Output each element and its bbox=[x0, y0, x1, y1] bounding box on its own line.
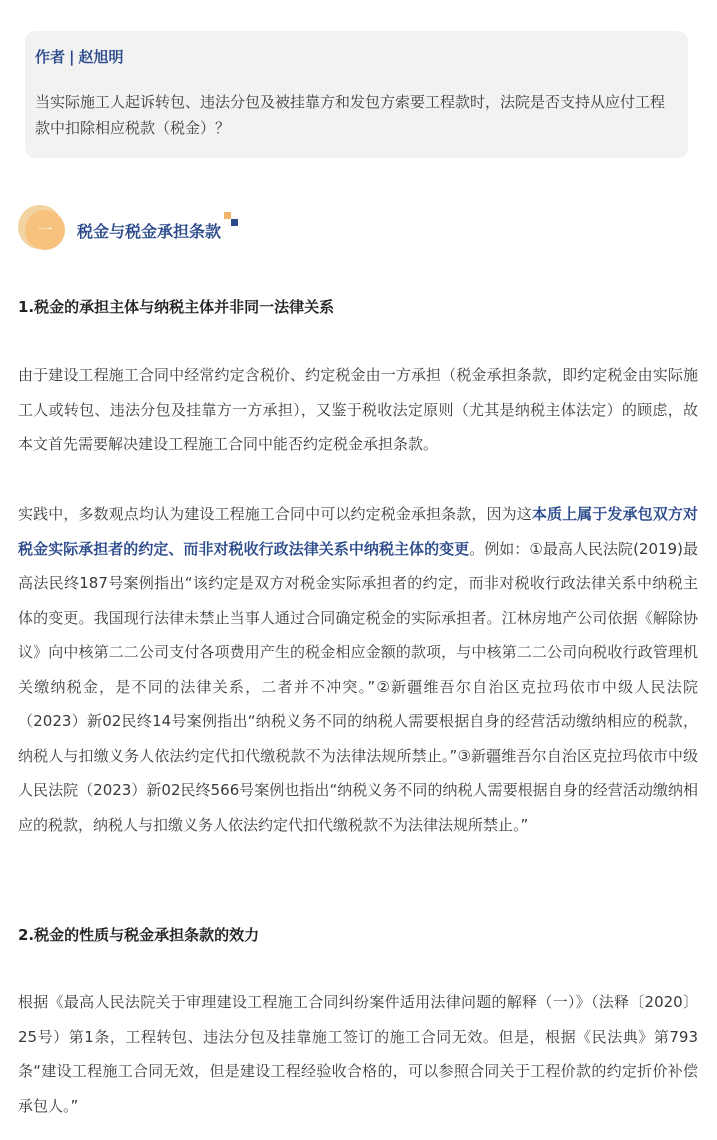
paragraph-2-lead: 实践中，多数观点均认为建设工程施工合同中可以约定税金承担条款，因为这 bbox=[18, 505, 532, 523]
subsection-2-paragraph-1: 根据《最高人民法院关于审理建设工程施工合同纠纷案件适用法律问题的解释（一）》（法释〔2020〕25号）第1条，工程转包、违法分包及挂靠施工签订的施工合同无效。但是，根据《民法典》第793条“建设工程施工合同无效，但是建设工程经验收合格的，可以参照合同关于工程价款的约定折价补偿承包人。” bbox=[18, 993, 698, 1115]
section-title: 税金与税金承担条款 bbox=[77, 222, 222, 241]
subsection-2-heading: 2.税金的性质与税金承担条款的效力 bbox=[18, 926, 260, 944]
decor-square-navy-icon bbox=[231, 219, 238, 226]
author-line bbox=[35, 46, 678, 68]
author-intro-box bbox=[25, 31, 688, 158]
subsection-1-heading: 1.税金的承担主体与纳税主体并非同一法律关系 bbox=[18, 298, 335, 316]
subsection-1-paragraph-2 bbox=[18, 497, 698, 842]
subsection-1-paragraph-1: 由于建设工程施工合同中经常约定含税价、约定税金由一方承担（税金承担条款，即约定税金由实际施工人或转包、违法分包及挂靠方一方承担），又鉴于税收法定原则（尤其是纳税主体法定）的顾虑，故本文首先需要解决建设工程施工合同中能否约定税金承担条款。 bbox=[18, 366, 698, 453]
section-number-badge: 一 bbox=[25, 210, 65, 250]
paragraph-2-emphasis: 本质上属于发承包双方对税金实际承担者的约定、而非对税收行政法律关系中纳税主体的变更 bbox=[18, 505, 698, 558]
paragraph-2-body: 。例如：①最高人民法院(2019)最高法民终187号案例指出“该约定是双方对税金实际承担者的约定，而非对税收行政法律关系中纳税主体的变更。我国现行法律未禁止当事人通过合同确定税金的实际承担者。江林房地产公司依据《解除协议》向中核第二二公司支付各项费用产生的税金相应金额的款项，与中核第二二公司向税收行政管理机关缴纳税金，是不同的法律关系，二者并不冲突。”②新疆维吾尔自治区克拉玛依市中级人民法院（2023）新02民终14号案例指出“纳税义务不同的纳税人需要根据自身的经营活动缴纳相应的税款，纳税人与扣缴义务人依法约定代扣代缴税款不为法律法规所禁止。”③新疆维吾尔自治区克拉玛依市中级人民法院（2023）新02民终566号案例也指出“纳税义务不同的纳税人需要根据自身的经营活动缴纳相应的税款，纳税人与扣缴义务人依法约定代扣代缴税款不为法律法规所禁止。” bbox=[18, 539, 698, 834]
author-label: 作者 bbox=[35, 48, 66, 66]
author-name: 赵旭明 bbox=[78, 48, 124, 66]
author-separator: | bbox=[69, 48, 75, 66]
decor-square-gold-icon bbox=[224, 212, 231, 219]
section-header bbox=[18, 200, 318, 256]
intro-question: 当实际施工人起诉转包、违法分包及被挂靠方和发包方索要工程款时，法院是否支持从应付工程款中扣除相应税款（税金）？ bbox=[35, 93, 666, 137]
